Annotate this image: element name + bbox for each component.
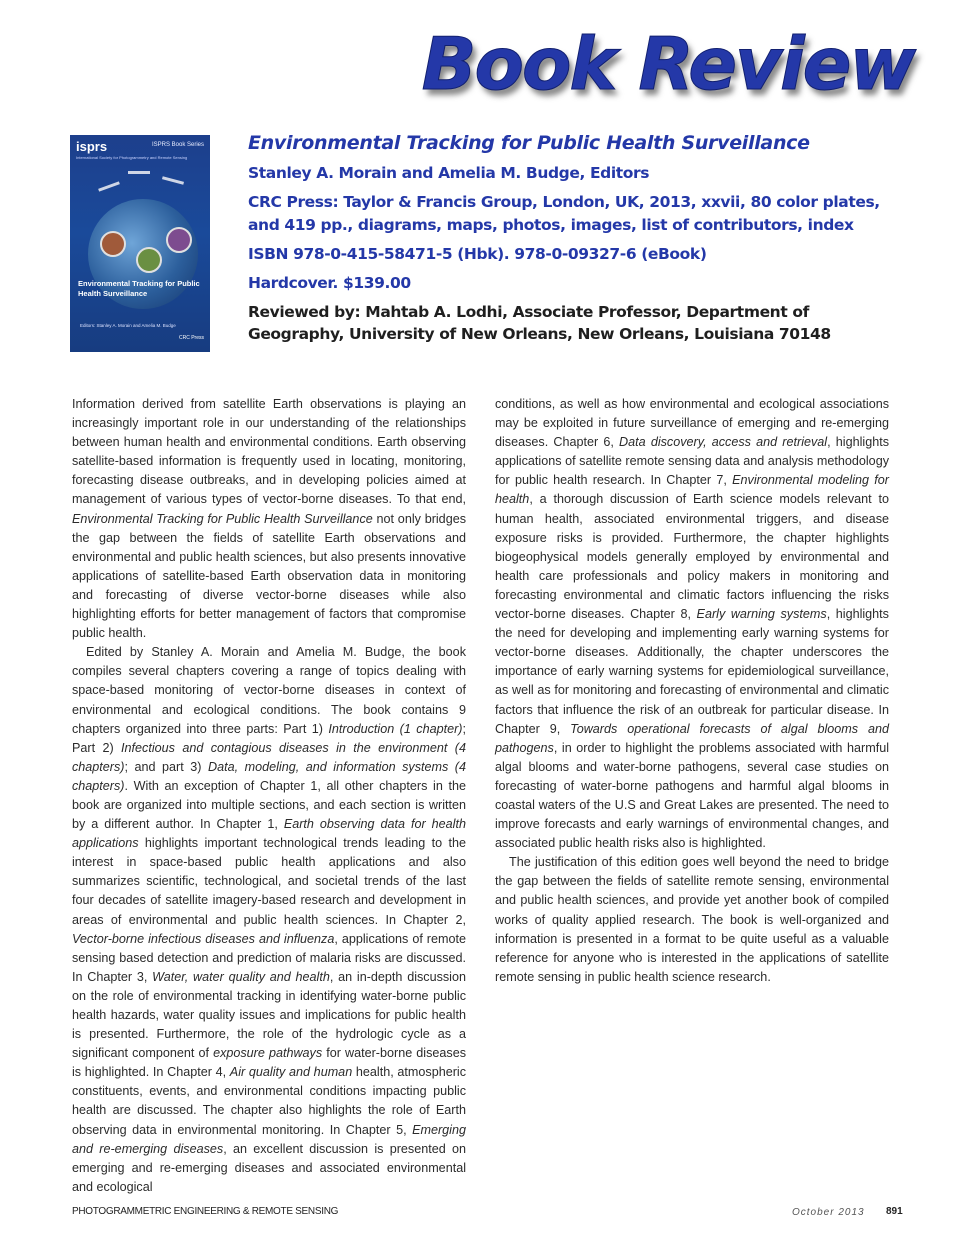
cover-photo-inset: [166, 227, 192, 253]
left-column: [72, 395, 466, 1197]
book-cover-image: [70, 135, 210, 352]
cover-society-label: International Society for Photogrammetry and Remote Sensing: [76, 155, 188, 160]
book-price: Hardcover. $139.00: [248, 274, 411, 292]
book-title: Environmental Tracking for Public Health Surveillance: [248, 132, 810, 154]
satellite-icon: [128, 171, 150, 174]
isprs-logo: isprs: [76, 139, 108, 154]
cover-photo-inset: [100, 231, 126, 257]
footer-page-number: 891: [886, 1206, 903, 1217]
paragraph-intro: Information derived from satellite Earth observations is playing an increasingly important role in our understanding of the relationships between human health and environmental conditions. Earth observing satellite-based information is frequently used in locating, monitoring, forecasting disease outbreaks, and in developing policies aimed at management of various types of vector-borne diseases. To that end, Environmental Tracking for Public Health Surveillance not only bridges the gap between the fields of satellite Earth observations and environmental and public health sciences, but also presents innovative applications of satellite-based Earth observation data in monitoring and forecasting of diverse vector-borne diseases while also highlighting efforts for better management of factors that compromise public health.: [72, 397, 466, 641]
book-isbn: ISBN 978-0-415-58471-5 (Hbk). 978-0-09327-6 (eBook): [248, 245, 707, 263]
footer-journal-name: PHOTOGRAMMETRIC ENGINEERING & REMOTE SENSING: [72, 1206, 339, 1217]
satellite-icon: [162, 176, 184, 185]
satellite-icon: [98, 181, 120, 191]
book-editors: Stanley A. Morain and Amelia M. Budge, Editors: [248, 164, 650, 182]
book-reviewer: Reviewed by: Mahtab A. Lodhi, Associate Professor, Department of Geography, University of New Orleans, New Orleans, Louisiana 70148: [248, 303, 831, 343]
book-info-block: [248, 132, 898, 345]
book-review-banner: Book Review: [421, 22, 914, 106]
cover-title: Environmental Tracking for Public Health Surveillance: [78, 279, 200, 298]
cover-series-label: ISPRS Book Series: [151, 142, 204, 148]
paragraph-conclusion: The justification of this edition goes well beyond the need to bridge the gap between the fields of satellite remote sensing, environmental and public health sciences, and provide yet another book of compiled works of quality applied research. The book is well-organized and information is presented in a format to be quite useful as a valuable reference for anyone who is interested in the applications of satellite remote sensing in public health science research.: [495, 855, 889, 984]
cover-editors: Editors: Stanley A. Morain and Amelia M. Budge: [80, 323, 176, 328]
right-column: [495, 395, 889, 987]
paragraph-chapters-continued: conditions, as well as how environmental and ecological associations may be exploited in future surveillance of emerging and re-emerging diseases. Chapter 6, Data discovery, access and retrieval, highlights applications of satellite remote sensing data and analysis methodology for public health research. In Chapter 7, Environmental modeling for health, a thorough discussion of Earth science models relevant to human health, associated environmental triggers, and disease exposure risks is provided. Furthermore, the chapter highlights biogeophysical models generally employed by environmental and health care professionals and policy makers in monitoring and forecasting environmental and climatic factors influencing the risks vector-borne diseases. Chapter 8, Early warning systems, highlights the need for developing and implementing early warning systems for vector-borne diseases. Additionally, the chapter underscores the importance of early warning systems for epidemiological surveillance, as well as for monitoring and forecasting of environmental and climatic factors that influence the risk of an outbreak for particular disease. In Chapter 9, Towards operational forecasts of algal blooms and pathogens, in order to highlight the problems associated with harmful algal blooms and water-borne pathogens, several case studies on forecasting of water-borne pathogens and harmful algal blooms in coastal waters of the U.S and Great Lakes are presented. The need to improve forecasts and early warnings of environmental changes, and associated public health risks also is highlighted.: [495, 397, 889, 851]
book-publisher: CRC Press: Taylor & Francis Group, London, UK, 2013, xxvii, 80 color plates, and 419 pp., diagrams, maps, photos, images, list of contributors, index: [248, 193, 880, 234]
paragraph-chapters: Edited by Stanley A. Morain and Amelia M. Budge, the book compiles several chapters covering a range of topics dealing with space-based monitoring of vector-borne diseases in context of environmental and ecological conditions. The book contains 9 chapters organized into three parts: Part 1) Introduction (1 chapter); Part 2) Infectious and contagious diseases in the environment (4 chapters); and part 3) Data, modeling, and information systems (4 chapters). With an exception of Chapter 1, all other chapters in the book are organized into multiple sections, and each section is written by a different author. In Chapter 1, Earth observing data for health applications highlights important technological trends leading to the interest in space-based public health applications and also summarizes scientific, technological, and societal trends of the last four decades of satellite imagery-based research and development in areas of environmental and public health sciences. In Chapter 2, Vector-borne infectious diseases and influenza, applications of remote sensing based detection and prediction of malaria risks are discussed. In Chapter 3, Water, water quality and health, an in-depth discussion on the role of environmental tracking in identifying water-borne public health hazards, water quality issues and implications for public health is presented. Furthermore, the role of the hydrologic cycle as a significant component of exposure pathways for water-borne diseases is highlighted. In Chapter 4, Air quality and human health, atmospheric constituents, events, and environmental conditions impacting public health are discussed. The chapter also highlights the role of Earth observing data in environmental monitoring. In Chapter 5, Emerging and re-emerging diseases, an excellent discussion is presented on emerging and re-emerging diseases and associated environmental and ecological: [72, 645, 467, 1194]
footer-date: October 2013: [792, 1207, 865, 1218]
cover-photo-inset: [136, 247, 162, 273]
cover-publisher: CRC Press: [178, 335, 204, 341]
